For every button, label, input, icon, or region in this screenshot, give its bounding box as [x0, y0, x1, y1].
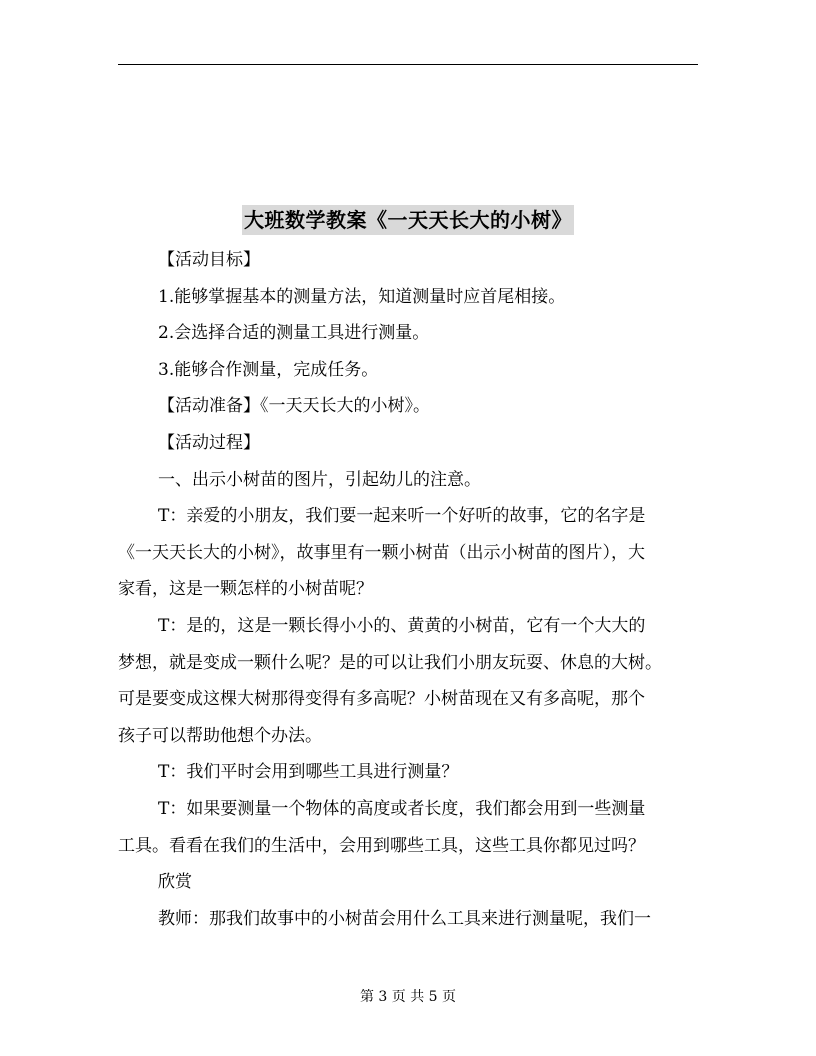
- paragraph-line: 工具。看看在我们的生活中，会用到哪些工具，这些工具你都见过吗？: [118, 835, 645, 856]
- goal-item-3: 3.能够合作测量，完成任务。: [158, 359, 379, 380]
- paragraph-line: 孩子可以帮助他想个办法。: [118, 725, 322, 746]
- paragraph-line: T：是的，这是一颗长得小小的、黄黄的小树苗，它有一个大大的: [158, 615, 646, 636]
- goal-item-1: 1.能够掌握基本的测量方法，知道测量时应首尾相接。: [158, 286, 566, 307]
- header-rule: [118, 64, 698, 65]
- title-container: [0, 205, 816, 235]
- paragraph-line: 家看，这是一颗怎样的小树苗呢？: [118, 579, 373, 600]
- paragraph-line: 欣赏: [158, 872, 192, 893]
- section-heading-preparation: 【活动准备】《一天天长大的小树》。: [158, 396, 430, 417]
- process-step-1: 一、出示小树苗的图片，引起幼儿的注意。: [158, 469, 481, 490]
- section-heading-process: 【活动过程】: [158, 432, 260, 453]
- paragraph-line: 《一天天长大的小树》，故事里有一颗小树苗（出示小树苗的图片），大: [118, 542, 645, 563]
- page-number-footer: 第 3 页 共 5 页: [359, 989, 457, 1005]
- section-heading-goals: 【活动目标】: [158, 250, 260, 270]
- paragraph-line: 梦想，就是变成一颗什么呢？是的可以让我们小朋友玩耍、休息的大树。: [118, 652, 662, 673]
- paragraph-line: 教师：那我们故事中的小树苗会用什么工具来进行测量呢，我们一: [158, 908, 651, 929]
- document-body: [118, 242, 698, 937]
- document-title: 大班数学教案《一天天长大的小树》: [242, 205, 574, 235]
- paragraph-line: T：亲爱的小朋友，我们要一起来听一个好听的故事，它的名字是: [158, 506, 646, 527]
- paragraph-line: T：我们平时会用到哪些工具进行测量？: [158, 762, 459, 783]
- goal-item-2: 2.会选择合适的测量工具进行测量。: [158, 323, 430, 344]
- paragraph-line: 可是要变成这棵大树那得变得有多高呢？小树苗现在又有多高呢，那个: [118, 689, 645, 710]
- paragraph-line: T：如果要测量一个物体的高度或者长度，我们都会用到一些测量: [158, 798, 646, 819]
